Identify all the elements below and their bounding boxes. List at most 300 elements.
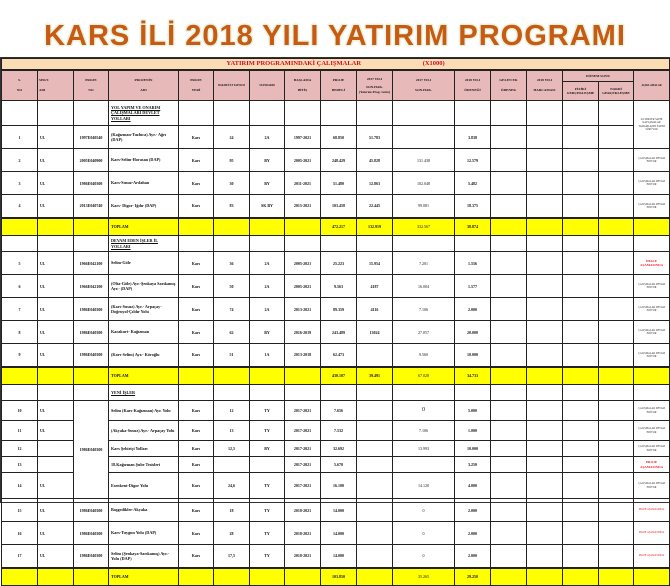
physical-realization <box>563 457 599 473</box>
additional-allocation <box>491 298 527 321</box>
total-cumulative-2017: 67.028 <box>393 367 455 385</box>
table-row <box>2 298 670 321</box>
cumulative-2017: 7.106 <box>393 421 455 441</box>
empty-cell <box>321 385 357 401</box>
project-location: Kars <box>179 195 214 218</box>
empty-cell <box>38 568 74 586</box>
cash-realization <box>599 252 634 275</box>
cash-realization <box>599 421 634 441</box>
cumulative-2017: 0 <box>393 401 455 421</box>
allocation-2018: 3.838 <box>455 126 491 149</box>
standard: 2A <box>250 126 285 149</box>
start-end-years: 2013-2018 <box>285 344 321 367</box>
allocation-2018: 1.000 <box>455 421 491 441</box>
project-name: (Kağızman-Tuzluca) Ayr.- Ağrı (DAP) <box>109 126 179 149</box>
standard: BY <box>250 441 285 457</box>
standard: TY <box>250 545 285 568</box>
cash-realization <box>599 522 634 545</box>
col-header-proje-no: PROJE NO <box>74 70 109 101</box>
cumulative-2017: 99.081 <box>393 195 455 218</box>
col-header-fiziki: FİZİKİ GERÇEKLEŞME <box>563 82 599 101</box>
project-name: Kars Şehiriçi Yolları <box>109 441 179 457</box>
empty-cell <box>179 367 214 385</box>
sector: Ul. <box>38 172 74 195</box>
additional-allocation <box>491 252 527 275</box>
project-cost: 32.692 <box>321 441 357 457</box>
status-note: ÇALIŞMALAR DEVAM EDİYOR <box>634 401 670 421</box>
length-km: 30 <box>214 172 250 195</box>
empty-cell <box>250 218 285 236</box>
start-end-years: 2018-2021 <box>285 499 321 522</box>
start-end-years: 1997-2021 <box>285 126 321 149</box>
standard: BY <box>250 149 285 172</box>
expenditure-2018 <box>527 457 563 473</box>
empty-cell <box>250 385 285 401</box>
project-name: Kars-Susuz-Ardahan <box>109 172 179 195</box>
length-km: 83 <box>214 195 250 218</box>
physical-realization <box>563 298 599 321</box>
row-number: 5 <box>2 252 38 275</box>
empty-cell <box>527 218 563 236</box>
empty-cell <box>527 101 563 126</box>
allocation-2018: 2.000 <box>455 499 491 522</box>
project-cost: 14.000 <box>321 545 357 568</box>
empty-cell <box>38 385 74 401</box>
length-km: 28 <box>214 522 250 545</box>
empty-cell <box>74 218 109 236</box>
status-note: ÇALIŞMALAR DEVAM EDİYOR <box>634 195 670 218</box>
empty-cell <box>634 218 670 236</box>
project-location: Kars <box>179 149 214 172</box>
cumulative-2017-prog <box>357 441 393 457</box>
status-note: PROJE AŞAMASINDA <box>634 499 670 522</box>
empty-cell <box>38 218 74 236</box>
project-cost: 103.458 <box>321 195 357 218</box>
length-km: 12 <box>214 401 250 421</box>
expenditure-2018 <box>527 252 563 275</box>
empty-cell <box>357 385 393 401</box>
cumulative-2017-prog <box>357 344 393 367</box>
empty-cell <box>321 101 357 126</box>
start-end-years: 2015-2021 <box>285 195 321 218</box>
empty-cell <box>599 385 634 401</box>
empty-cell <box>491 367 527 385</box>
total-cumulative-2017: 35.265 <box>393 568 455 586</box>
physical-realization <box>563 344 599 367</box>
project-no: 1986E040300 <box>74 499 109 522</box>
status-note: ÇALIŞMALAR DEVAM EDİYOR <box>634 421 670 441</box>
empty-cell <box>179 568 214 586</box>
project-name: Selim (Kars-Kağızman) Ayr. Yolu <box>109 401 179 421</box>
project-no: 2005E040900 <box>74 149 109 172</box>
empty-cell <box>527 367 563 385</box>
physical-realization <box>563 172 599 195</box>
empty-cell <box>2 101 38 126</box>
empty-cell <box>179 218 214 236</box>
empty-cell <box>599 568 634 586</box>
length-km: 17,5 <box>214 545 250 568</box>
additional-allocation <box>491 457 527 473</box>
cumulative-2017-prog <box>357 473 393 499</box>
empty-cell <box>214 367 250 385</box>
expenditure-2018 <box>527 126 563 149</box>
section-header-row <box>2 236 670 252</box>
empty-cell <box>74 385 109 401</box>
length-km <box>214 457 250 473</box>
expenditure-2018 <box>527 172 563 195</box>
additional-allocation <box>491 126 527 149</box>
cumulative-2017: 102.048 <box>393 172 455 195</box>
project-no: 1997E040540 <box>74 126 109 149</box>
table-row <box>2 252 670 275</box>
project-no: 1966E042100 <box>74 252 109 275</box>
project-cost: 248.429 <box>321 149 357 172</box>
investment-table <box>1 58 670 586</box>
cash-realization <box>599 344 634 367</box>
table-row <box>2 275 670 298</box>
expenditure-2018 <box>527 499 563 522</box>
project-location: Kars <box>179 441 214 457</box>
empty-cell <box>563 218 599 236</box>
physical-realization <box>563 545 599 568</box>
empty-cell <box>491 385 527 401</box>
cumulative-2017-prog: 22.445 <box>357 195 393 218</box>
cash-realization <box>599 499 634 522</box>
start-end-years: 2017-2021 <box>285 457 321 473</box>
empty-cell <box>527 568 563 586</box>
physical-realization <box>563 126 599 149</box>
start-end-years: 2005-2021 <box>285 252 321 275</box>
empty-cell <box>321 236 357 252</box>
empty-cell <box>179 385 214 401</box>
project-name: Kars-Tuygun Yolu (DAP) <box>109 522 179 545</box>
project-location: Kars <box>179 401 214 421</box>
length-km: 95 <box>214 149 250 172</box>
col-header-2017-son-hak-prog: 2017 YILI SON.HAK. (Yatırım Prog. Göre) <box>357 70 393 101</box>
standard: SK BY <box>250 195 285 218</box>
allocation-2018: 10.000 <box>455 441 491 457</box>
length-km: 12,5 <box>214 441 250 457</box>
length-km: 74 <box>214 298 250 321</box>
cash-realization <box>599 149 634 172</box>
col-header-proje-adi: PROJENİN ADI <box>109 70 179 101</box>
col-header-2018-harcama: 2018 YILI HARCAMASI <box>527 70 563 101</box>
cumulative-2017-prog <box>357 457 393 473</box>
cumulative-2017-prog: 4187 <box>357 275 393 298</box>
expenditure-2018 <box>527 441 563 457</box>
col-header-gelen-ek: GELEN EK ÖDENEK <box>491 70 527 101</box>
status-note: ÇALIŞMALAR DEVAM EDİYOR <box>634 321 670 344</box>
empty-cell <box>634 236 670 252</box>
project-cost: 89.359 <box>321 298 357 321</box>
allocation-2018: 10.000 <box>455 344 491 367</box>
total-allocation-2018: 29.250 <box>455 568 491 586</box>
project-cost: 14.000 <box>321 522 357 545</box>
expenditure-2018 <box>527 545 563 568</box>
table-row <box>2 522 670 545</box>
expenditure-2018 <box>527 321 563 344</box>
sector: Ul. <box>38 195 74 218</box>
start-end-years: 2018-2021 <box>285 545 321 568</box>
table-row <box>2 195 670 218</box>
empty-cell <box>38 101 74 126</box>
table-row <box>2 149 670 172</box>
cumulative-2017: 7.201 <box>393 252 455 275</box>
note-cell: AS MİKSER SATHİ KAPLAMALAR TAMAMLANDI YAPIM SÜRÜYOR <box>634 101 670 149</box>
row-number: 12 <box>2 441 38 457</box>
empty-cell <box>250 101 285 126</box>
col-header-s-no: S. NO <box>2 70 38 101</box>
project-no: 1986E040300 <box>74 298 109 321</box>
cumulative-2017-prog <box>357 421 393 441</box>
project-no: 1986E040300 <box>74 172 109 195</box>
project-location: Kars <box>179 298 214 321</box>
sector: Ul. <box>38 275 74 298</box>
cumulative-2017 <box>393 457 455 473</box>
start-end-years: 2017-2021 <box>285 441 321 457</box>
row-number: 15 <box>2 499 38 522</box>
sector: Ul. <box>38 252 74 275</box>
start-end-years: 2011-2021 <box>285 172 321 195</box>
col-header-baslama: BAŞLAMA BİTİŞ <box>285 70 321 101</box>
col-header-km: BAKIM/ÜST YAPI KM <box>214 70 250 101</box>
project-no: 1966E042100 <box>74 275 109 298</box>
standard: TY <box>250 499 285 522</box>
total-label: TOPLAM <box>109 367 179 385</box>
project-cost: 16.100 <box>321 473 357 499</box>
start-end-years: 2017-2021 <box>285 401 321 421</box>
sector: Ul. <box>38 421 74 441</box>
allocation-2018: 2.000 <box>455 298 491 321</box>
cumulative-2017 <box>393 126 455 149</box>
empty-cell <box>393 101 455 126</box>
empty-cell <box>2 218 38 236</box>
project-name: (Akyaka-Susuz) Ayr.- Arpaçay Yolu <box>109 421 179 441</box>
start-end-years: 2017-2021 <box>285 473 321 499</box>
expenditure-2018 <box>527 275 563 298</box>
empty-cell <box>2 385 38 401</box>
physical-realization <box>563 252 599 275</box>
cumulative-2017-prog <box>357 545 393 568</box>
cash-realization <box>599 275 634 298</box>
empty-cell <box>563 385 599 401</box>
row-number: 4 <box>2 195 38 218</box>
project-cost: 14.000 <box>321 499 357 522</box>
empty-cell <box>634 568 670 586</box>
row-number: 10 <box>2 401 38 421</box>
start-end-years: 2017-2021 <box>285 421 321 441</box>
physical-realization <box>563 499 599 522</box>
row-number: 6 <box>2 275 38 298</box>
cumulative-2017: 27.057 <box>393 321 455 344</box>
empty-cell <box>599 218 634 236</box>
project-no: 1986E040300 <box>74 545 109 568</box>
project-no: 2013E040740 <box>74 195 109 218</box>
additional-allocation <box>491 522 527 545</box>
status-note: PROJE AŞAMASINDA <box>634 545 670 568</box>
cumulative-2017: 7.106 <box>393 298 455 321</box>
empty-cell <box>2 568 38 586</box>
project-location: Kars <box>179 545 214 568</box>
cumulative-2017-prog: 4116 <box>357 298 393 321</box>
standard: TY <box>250 421 285 441</box>
empty-cell <box>250 236 285 252</box>
expenditure-2018 <box>527 149 563 172</box>
cumulative-2017-prog: 12.863 <box>357 172 393 195</box>
section-title: DEVAM EDEN İŞLER İL YOLLARI <box>109 236 179 252</box>
total-cumulative-2017-prog: 132.919 <box>357 218 393 236</box>
col-header-standard: STANDARDI <box>250 70 285 101</box>
cumulative-2017: 16.004 <box>393 275 455 298</box>
empty-cell <box>563 568 599 586</box>
sector: Ul. <box>38 298 74 321</box>
cumulative-2017: 0 <box>393 499 455 522</box>
standard: TY <box>250 522 285 545</box>
section-header-row <box>2 385 670 401</box>
empty-cell <box>38 367 74 385</box>
cash-realization <box>599 401 634 421</box>
col-header-aciklamalar: AÇIKLAMALAR <box>634 70 670 101</box>
additional-allocation <box>491 545 527 568</box>
row-number: 17 <box>2 545 38 568</box>
project-name: Esenkent-Digor Yolu <box>109 473 179 499</box>
project-name: Kars- Digor- Iğdır (DAP) <box>109 195 179 218</box>
cumulative-2017-prog <box>357 401 393 421</box>
project-location: Kars <box>179 252 214 275</box>
status-note: ÇALIŞMALAR DEVAM EDİYOR <box>634 149 670 172</box>
physical-realization <box>563 473 599 499</box>
expenditure-2018 <box>527 298 563 321</box>
project-location: Kars <box>179 473 214 499</box>
total-row <box>2 568 670 586</box>
project-location: Kars <box>179 457 214 473</box>
empty-cell <box>563 101 599 126</box>
empty-cell <box>285 218 321 236</box>
standard: 1A <box>250 344 285 367</box>
standard <box>250 457 285 473</box>
empty-cell <box>599 236 634 252</box>
empty-cell <box>599 101 634 126</box>
cash-realization <box>599 545 634 568</box>
empty-cell <box>393 236 455 252</box>
cumulative-2017-prog: 15.954 <box>357 252 393 275</box>
cumulative-2017: 0 <box>393 545 455 568</box>
empty-cell <box>527 385 563 401</box>
project-no: 1986E040300 <box>74 522 109 545</box>
start-end-years: 2018-2021 <box>285 522 321 545</box>
standard: TY <box>250 401 285 421</box>
allocation-2018: 2.000 <box>455 522 491 545</box>
banner-text: YATIRIM PROGRAMINDAKİ ÇALIŞMALAR <box>226 59 362 67</box>
empty-cell <box>455 385 491 401</box>
project-name: Başgedikler-Akyaka <box>109 499 179 522</box>
physical-realization <box>563 441 599 457</box>
project-name: 18.Kağızman Şube Tesisleri <box>109 457 179 473</box>
cumulative-2017-prog <box>357 522 393 545</box>
table-row <box>2 545 670 568</box>
empty-cell <box>214 568 250 586</box>
empty-cell <box>179 236 214 252</box>
empty-cell <box>285 367 321 385</box>
total-allocation-2018: 34.733 <box>455 367 491 385</box>
project-no: 1986E040300 <box>74 321 109 344</box>
cash-realization <box>599 321 634 344</box>
length-km: 18 <box>214 499 250 522</box>
empty-cell <box>214 101 250 126</box>
empty-cell <box>2 367 38 385</box>
allocation-2018: 1.577 <box>455 275 491 298</box>
cash-realization <box>599 441 634 457</box>
cumulative-2017: 9.560 <box>393 344 455 367</box>
physical-realization <box>563 321 599 344</box>
project-location: Kars <box>179 344 214 367</box>
physical-realization <box>563 149 599 172</box>
empty-cell <box>455 236 491 252</box>
status-note: ÇALIŞMALAR DEVAM EDİYOR <box>634 275 670 298</box>
empty-cell <box>214 236 250 252</box>
empty-cell <box>2 236 38 252</box>
row-number: 9 <box>2 344 38 367</box>
project-cost: 7.656 <box>321 401 357 421</box>
empty-cell <box>527 236 563 252</box>
allocation-2018: 5.000 <box>455 401 491 421</box>
physical-realization <box>563 522 599 545</box>
empty-cell <box>563 236 599 252</box>
col-header-proje-yeri: PROJE YERİ <box>179 70 214 101</box>
total-project-cost: 472.217 <box>321 218 357 236</box>
sector: Ul. <box>38 522 74 545</box>
empty-cell <box>599 367 634 385</box>
expenditure-2018 <box>527 473 563 499</box>
status-note: PROJE AŞAMASINDA <box>634 522 670 545</box>
project-name: Selim (Şenkaya-Sarıkamış) Ayr.- Yolu (DAP) <box>109 545 179 568</box>
project-no: 1986E040300 <box>74 344 109 367</box>
cumulative-2017: 13.993 <box>393 441 455 457</box>
additional-allocation <box>491 401 527 421</box>
col-header-2017-son-hak: 2017 YILI SON.HAK. <box>393 70 455 101</box>
empty-cell <box>285 568 321 586</box>
start-end-years: 2005-2021 <box>285 149 321 172</box>
sector: Ul. <box>38 545 74 568</box>
cumulative-2017: 0 <box>393 522 455 545</box>
empty-cell <box>214 385 250 401</box>
expenditure-2018 <box>527 401 563 421</box>
sector: Ul. <box>38 344 74 367</box>
standard: 2A <box>250 275 285 298</box>
allocation-2018: 1.556 <box>455 252 491 275</box>
col-header-sekt: SEKT. ADI <box>38 70 74 101</box>
empty-cell <box>214 218 250 236</box>
project-location: Kars <box>179 172 214 195</box>
allocation-2018: 3.250 <box>455 457 491 473</box>
cumulative-2017-prog: 51.783 <box>357 126 393 149</box>
row-number: 14 <box>2 473 38 499</box>
status-note: ÇALIŞMALAR DEVAM EDİYOR <box>634 172 670 195</box>
investment-table-sheet <box>0 57 670 580</box>
section-title: YENİ İŞLER <box>109 385 179 401</box>
additional-allocation <box>491 473 527 499</box>
total-project-cost: 430.107 <box>321 367 357 385</box>
additional-allocation <box>491 195 527 218</box>
sector: Ul. <box>38 499 74 522</box>
project-location: Kars <box>179 126 214 149</box>
row-number: 16 <box>2 522 38 545</box>
col-header-nakdi: NAKDİ GERÇEKLEŞME <box>599 82 634 101</box>
table-row <box>2 126 670 149</box>
total-label: TOPLAM <box>109 568 179 586</box>
start-end-years: 2016-2019 <box>285 321 321 344</box>
row-number: 2 <box>2 149 38 172</box>
